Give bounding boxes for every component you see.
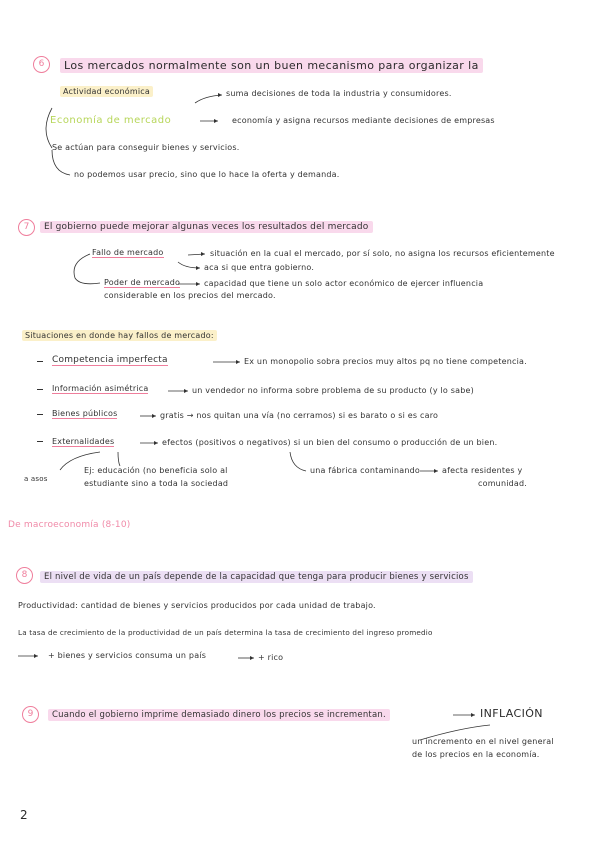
q7-ext-desc: efectos (positivos o negativos) si un bien del consumo o producción de un bien. (162, 438, 498, 447)
q7-title: El gobierno puede mejorar algunas veces los resultados del mercado (40, 221, 373, 233)
bullet (37, 389, 43, 390)
q7-info: Información asimétrica (52, 384, 149, 393)
bullet (37, 361, 43, 362)
q7-fallo-desc2: aca si que entra gobierno. (204, 263, 315, 272)
q6-economia-desc: economía y asigna recursos mediante decisiones de empresas (232, 116, 495, 125)
q7-fabrica: una fábrica contaminando (310, 466, 420, 475)
question-number-9: 9 (22, 706, 39, 723)
q7-comp: Competencia imperfecta (52, 355, 168, 365)
q7-poder-desc: capacidad que tiene un solo actor económico de ejercer influencia (204, 279, 484, 288)
q7-fallo-desc: situación en la cual el mercado, por sí solo, no asigna los recursos eficientemente (210, 249, 555, 258)
arrow-suma (195, 95, 222, 103)
q9-def2: de los precios en la economía. (412, 750, 540, 759)
q8-title: El nivel de vida de un país depende de la capacidad que tenga para producir bienes y servicios (40, 571, 473, 583)
q6-economia-mercado: Economía de mercado (50, 115, 172, 126)
q6-suma: suma decisiones de toda la industria y consumidores. (226, 89, 452, 98)
bullet (37, 441, 43, 442)
q7-ej2: estudiante sino a toda la sociedad (84, 479, 229, 488)
q7-comp-desc: Ex un monopolio sobra precios muy altos pq no tiene competencia. (244, 357, 527, 366)
section-macro: De macroeconomía (8-10) (8, 520, 131, 530)
q7-fallo: Fallo de mercado (92, 248, 164, 257)
q7-ej: Ej: educación (no beneficia solo al (84, 466, 228, 475)
q6-title: Los mercados normalmente son un buen mecanismo para organizar la (60, 58, 483, 73)
q7-bienes: Bienes públicos (52, 409, 118, 418)
q7-poder-desc2: considerable en los precios del mercado. (104, 291, 276, 300)
question-number-6: 6 (33, 56, 50, 73)
q9-inflacion: INFLACIÓN (480, 707, 543, 720)
arrow-se-actuan (46, 108, 52, 148)
question-number-8: 8 (16, 567, 33, 584)
q9-title: Cuando el gobierno imprime demasiado dinero los precios se incrementan. (48, 709, 390, 721)
q7-situaciones: Situaciones en donde hay fallos de mercado: (22, 330, 217, 341)
page-number: 2 (20, 808, 28, 822)
q8-rico: + rico (258, 653, 284, 662)
bullet (37, 414, 43, 415)
q8-tasa: La tasa de crecimiento de la productividad de un país determina la tasa de crecimiento del ingreso promedio (18, 628, 433, 637)
q7-poder: Poder de mercado (104, 278, 181, 287)
q7-ext: Externalidades (52, 437, 115, 446)
arrow-no-podemos (52, 150, 70, 175)
arrow-ej (118, 452, 120, 466)
q8-prod: Productividad: cantidad de bienes y servicios producidos por cada unidad de trabajo. (18, 601, 376, 610)
question-number-7: 7 (18, 219, 35, 236)
q7-afecta2: comunidad. (478, 479, 528, 488)
q7-asos: a asos (24, 475, 48, 483)
arrow-fallo-poder (74, 254, 100, 284)
arrow-fabrica (290, 452, 306, 471)
q7-afecta: afecta residentes y (442, 466, 523, 475)
q9-def: un incremento en el nivel general (412, 737, 554, 746)
q6-actividad: Actividad económica (60, 86, 153, 97)
q6-no-podemos: no podemos usar precio, sino que lo hace la oferta y demanda. (74, 170, 340, 179)
q8-mas: + bienes y servicios consuma un país (48, 651, 207, 660)
q6-se-actuan: Se actúan para conseguir bienes y servicios. (52, 143, 240, 152)
q7-info-desc: un vendedor no informa sobre problema de su producto (y lo sabe) (192, 386, 474, 395)
q7-bienes-desc: gratis → nos quitan una vía (no cerramos) si es barato o si es caro (160, 411, 439, 420)
